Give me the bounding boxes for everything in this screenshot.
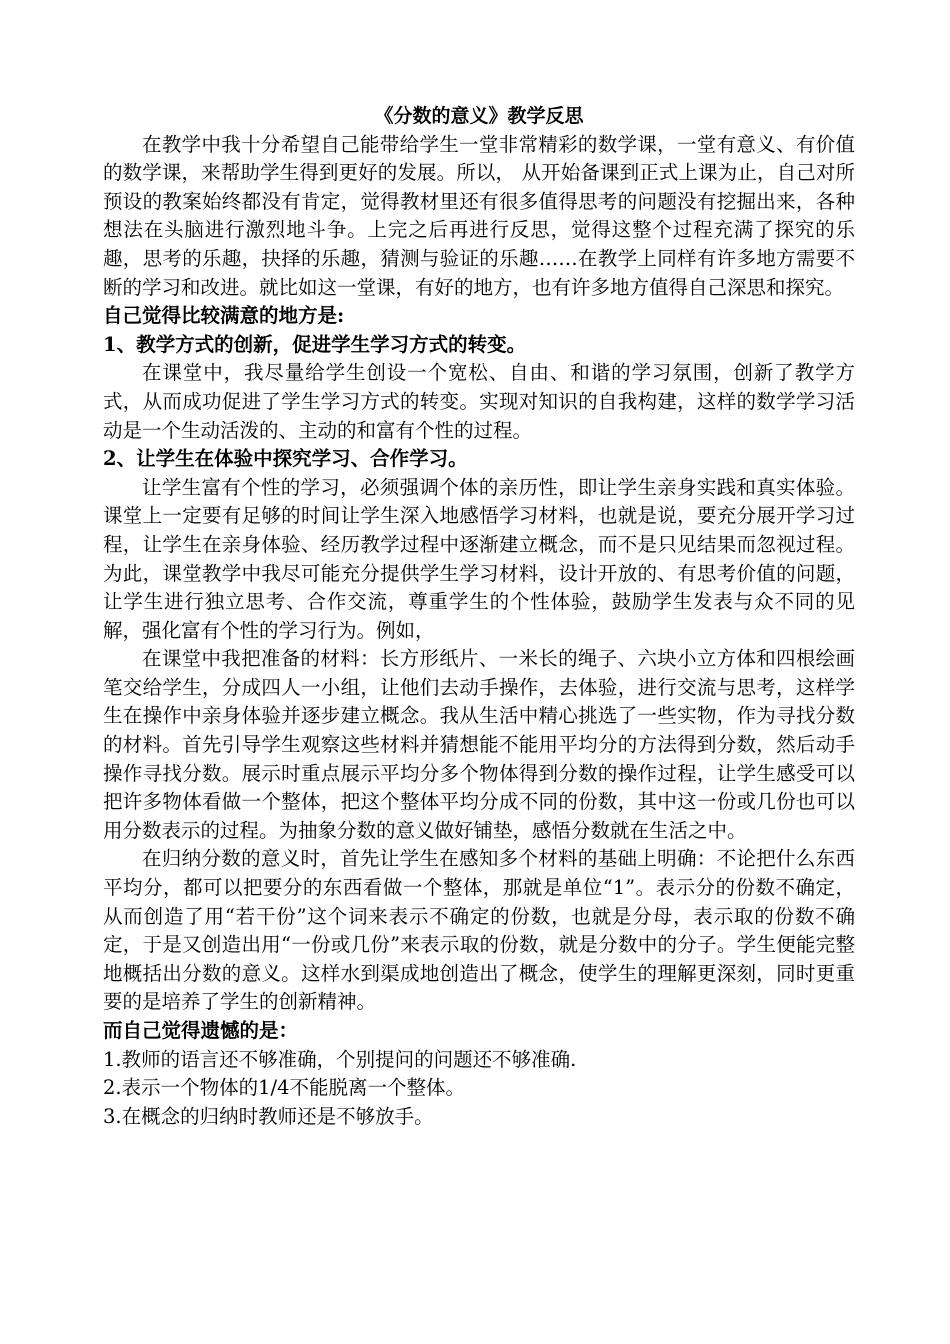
document-title: 《分数的意义》教学反思 [374,105,584,127]
point2-paragraph-1: 让学生富有个性的学习，必须强调个体的亲历性，即让学生亲身实践和真实体验。课堂上一定要有足够的时间让学生深入地感悟学习材料，也就是说，要充分展开学习过程，让学生在亲身体验、经历教学过程中逐渐建立概念，而不是只见结果而忽视过程。为此，课堂教学中我尽可能充分提供学生学习材料，设计开放的、有思考价值的问题，让学生进行独立思考、合作交流，尊重学生的个性体验，鼓励学生发表与众不同的见解，强化富有个性的学习行为。例如， [103,475,855,642]
satisfied-heading: 自己觉得比较满意的地方是: [103,304,345,328]
point1-paragraph: 在课堂中，我尽量给学生创设一个宽松、自由、和谐的学习氛围，创新了教学方式，从而成功促进了学生学习方式的转变。实现对知识的自我构建，这样的数学学习活动是一个生动活泼的、主动的和富有个性的过程。 [103,361,855,442]
regret-heading: 而自己觉得遗憾的是： [103,1019,299,1042]
point1-heading: 1、教学方式的创新，促进学生学习方式的转变。 [103,332,527,356]
point2-heading: 2、让学生在体验中探究学习、合作学习。 [103,447,468,471]
regret-item-1: 1.教师的语言还不够准确，个别提问的问题还不够准确. [103,1047,577,1071]
regret-item-2: 2.表示一个物体的1/4不能脱离一个整体。 [103,1076,465,1100]
point2-paragraph-3: 在归纳分数的意义时，首先让学生在感知多个材料的基础上明确：不论把什么东西平均分，都可以把要分的东西看做一个整体，那就是单位“1”。表示分的份数不确定，从而创造了用“若干份”这个词来表示不确定的份数，也就是分母，表示取的份数不确定，于是又创造出用“一份或几份”来表示取的份数，就是分数中的分子。学生便能完整地概括出分数的意义。这样水到渠成地创造出了概念，使学生的理解更深刻，同时更重要的是培养了学生的创新精神。 [103,847,855,1014]
intro-paragraph: 在教学中我十分希望自己能带给学生一堂非常精彩的数学课，一堂有意义、有价值的数学课，来帮助学生得到更好的发展。所以， 从开始备课到正式上课为止，自己对所预设的教案始终都没有肯定，觉得教材里还有很多值得思考的问题没有挖掘出来，各种想法在头脑进行激烈地斗争。上完之后再进行反思，觉得这整个过程充满了探究的乐趣，思考的乐趣，抉择的乐趣，猜测与验证的乐趣……在教学上同样有许多地方需要不断的学习和改进。就比如这一堂课，有好的地方，也有许多地方值得自己深思和探究。 [103,132,855,299]
point2-paragraph-2: 在课堂中我把准备的材料：长方形纸片、一米长的绳子、六块小立方体和四根绘画笔交给学生，分成四人一小组，让他们去动手操作，去体验，进行交流与思考，这样学生在操作中亲身体验并逐步建立概念。我从生活中精心挑选了一些实物，作为寻找分数的材料。首先引导学生观察这些材料并猜想能不能用平均分的方法得到分数，然后动手操作寻找分数。展示时重点展示平均分多个物体得到分数的操作过程，让学生感受可以把许多物体看做一个整体，把这个整体平均分成不同的份数，其中这一份或几份也可以用分数表示的过程。为抽象分数的意义做好铺垫，感悟分数就在生活之中。 [103,647,855,842]
regret-item-3: 3.在概念的归纳时教师还是不够放手。 [103,1104,434,1128]
document-page [103,102,855,1131]
